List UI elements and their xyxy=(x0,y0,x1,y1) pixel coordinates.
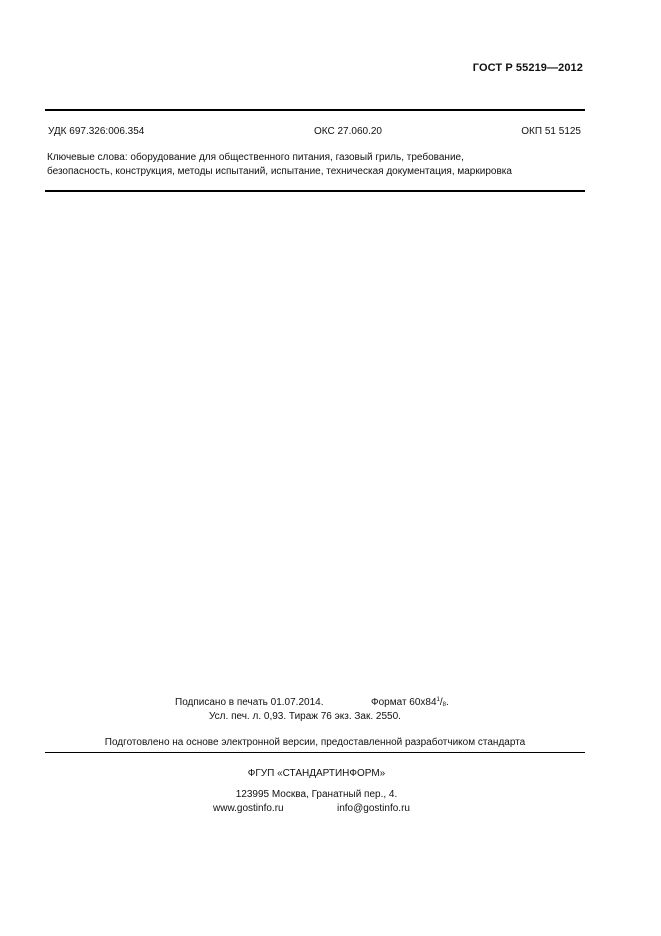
publisher-website[interactable]: www.gostinfo.ru xyxy=(213,803,284,814)
format-suffix: . xyxy=(446,697,449,708)
keywords-divider xyxy=(45,190,585,192)
oks-code: ОКС 27.060.20 xyxy=(314,126,382,137)
publisher-name: ФГУП «СТАНДАРТИНФОРМ» xyxy=(247,768,386,779)
keywords-line-1: Ключевые слова: оборудование для общественного питания, газовый гриль, требование, xyxy=(47,152,464,163)
udk-code: УДК 697.326:006.354 xyxy=(48,126,145,137)
format-denominator: 8 xyxy=(442,702,447,708)
signed-to-print: Подписано в печать 01.07.2014. xyxy=(175,697,324,708)
imprint-divider xyxy=(45,752,585,753)
keywords-block xyxy=(47,151,587,179)
publisher-email[interactable]: info@gostinfo.ru xyxy=(337,803,410,814)
format-prefix: Формат 60x84 xyxy=(371,697,437,708)
keywords-line-2: безопасность, конструкция, методы испытаний, испытание, техническая документация, маркировка xyxy=(47,166,512,177)
top-divider xyxy=(45,109,585,111)
okp-code: ОКП 51 5125 xyxy=(521,126,581,137)
standard-code: ГОСТ Р 55219—2012 xyxy=(472,62,583,74)
paper-format: Формат $60x84^1/_8$. xyxy=(371,697,449,708)
format-numerator: 1 xyxy=(436,697,440,703)
publisher-address: 123995 Москва, Гранатный пер., 4. xyxy=(235,789,398,800)
print-details: Усл. печ. л. 0,93. Тираж 76 экз. Зак. 2550. xyxy=(209,711,401,722)
prepared-note: Подготовлено на основе электронной версии, предоставленной разработчиком стандарта xyxy=(104,737,526,748)
